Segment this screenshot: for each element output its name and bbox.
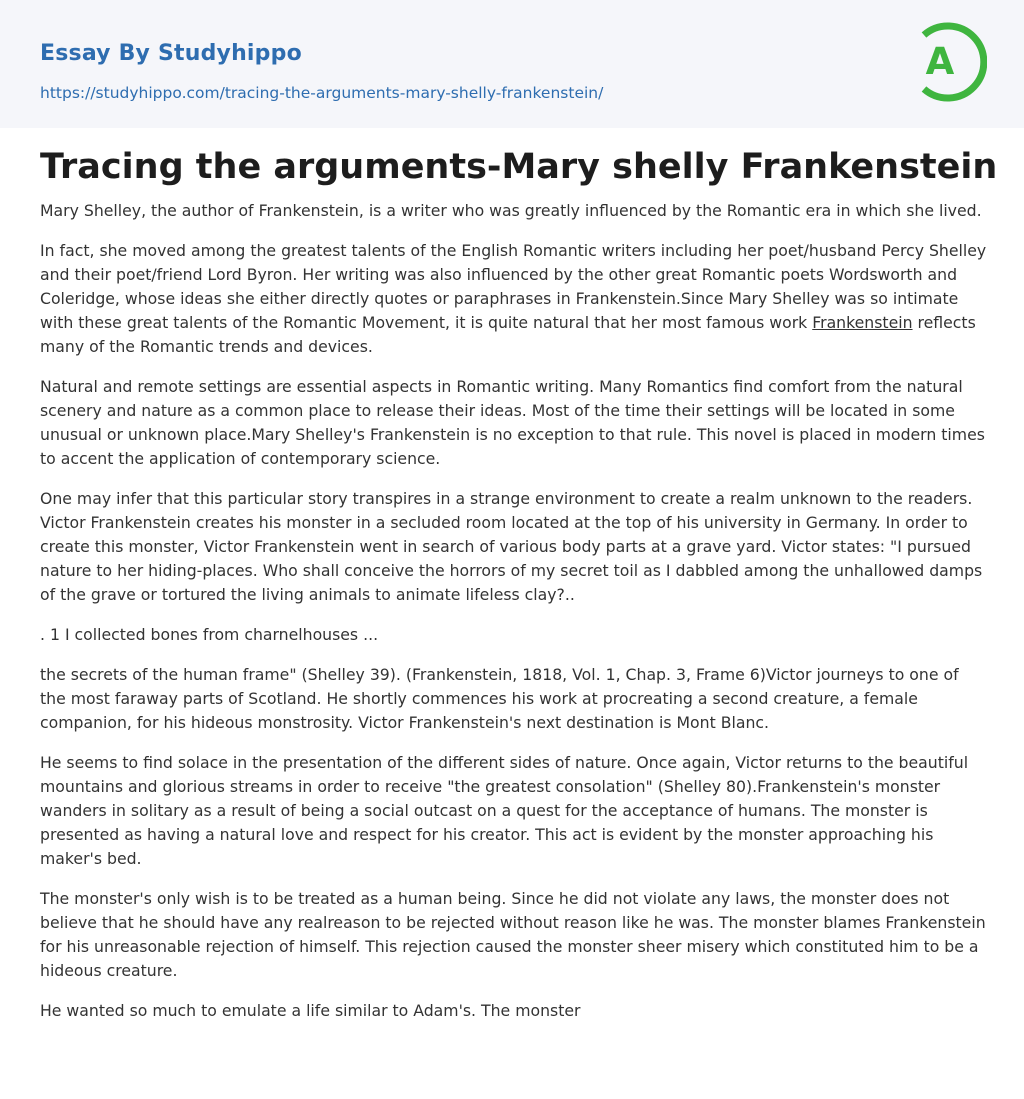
essay-content [40,143,998,1039]
paragraph-5: . 1 I collected bones from charnelhouses ... [40,625,379,644]
paragraph-2 [40,239,988,359]
paragraph-9: He wanted so much to emulate a life similar to Adam's. The monster [40,1001,581,1020]
paragraph-4: One may infer that this particular story transpires in a strange environment to create a realm unknown to the readers. Victor Frankenstein creates his monster in a secluded room located at the top of his university in Germany. In order to create this monster, Victor Frankenstein went in search of various body parts at a grave yard. Victor states: "I pursued nature to her hiding-places. Who shall conceive the horrors of my secret toil as I dabbled among the unhallowed damps of the grave or tortured the living animals to animate lifeless clay?.. [40,489,983,604]
paragraph-3: Natural and remote settings are essential aspects in Romantic writing. Many Romantics find comfort from the natural scenery and nature as a common place to release their ideas. Most of the time their settings will be located in some unusual or unknown place.Mary Shelley's Frankenstein is no exception to that rule. This novel is placed in modern times to accent the application of contemporary science. [40,377,985,468]
site-brand[interactable]: Essay By Studyhippo [40,41,302,66]
paragraph-7: He seems to find solace in the presentation of the different sides of nature. Once again, Victor returns to the beautiful mountains and glorious streams in order to receive "the greatest consolation" (Shelley 80).Frankenstein's monster wanders in solitary as a result of being a social outcast on a quest for the acceptance of humans. The monster is presented as having a natural love and respect for his creator. This act is evident by the monster approaching his maker's bed. [40,753,969,868]
paragraph-6: the secrets of the human frame" (Shelley 39). (Frankenstein, 1818, Vol. 1, Chap. 3, Frame 6)Victor journeys to one of the most faraway parts of Scotland. He shortly commences his work at procreating a second creature, a female companion, for his hideous monstrosity. Victor Frankenstein's next destination is Mont Blanc. [40,665,959,732]
paragraph-8: The monster's only wish is to be treated as a human being. Since he did not violate any laws, the monster does not believe that he should have any realreason to be rejected without reason like he was. The monster blames Frankenstein for his unreasonable rejection of himself. This rejection caused the monster sheer misery which constituted him to be a hideous creature. [40,889,986,980]
essay-title: Tracing the arguments-Mary shelly Frankenstein [40,147,998,187]
paragraph-1: Mary Shelley, the author of Frankenstein, is a writer who was greatly influenced by the Romantic era in which she lived. [40,201,982,220]
frankenstein-link[interactable]: Frankenstein [812,313,913,332]
logo-letter: A [925,40,955,83]
paragraph-2-text-before: In fact, she moved among the greatest talents of the English Romantic writers including her poet/husband Percy Shelley and their poet/friend Lord Byron. Her writing was also influenced by the other great Romantic poets Wordsworth and Coleridge, whose ideas she either directly quotes or paraphrases in Frankenstein.Since Mary Shelley was so intimate with these great talents of the Romantic Movement, it is quite natural that her most famous work [40,241,987,332]
site-header [0,0,1024,128]
source-url-link[interactable]: https://studyhippo.com/tracing-the-arguments-mary-shelly-frankenstein/ [40,84,604,102]
studyhippo-a-logo-icon[interactable] [913,19,987,105]
paragraph-2-text-after: reflects many of the Romantic trends and devices. [40,313,976,356]
